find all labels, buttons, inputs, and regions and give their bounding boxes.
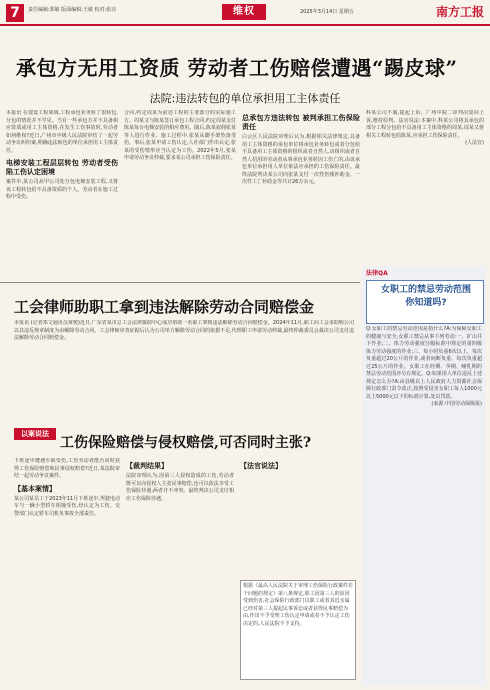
article3-legal-quote xyxy=(240,580,356,680)
article3-basic-head: 【基本案情】 xyxy=(14,484,56,493)
article1-col-1 xyxy=(6,110,118,280)
article1-body xyxy=(6,110,484,280)
article1-col-2 xyxy=(124,110,236,280)
article1-lead: 本报讯 在建设工程领域,工程承包业务转了很转包,分包的情况并不罕见。当有一些承包方并不具备相应资质或用工主体资格,在发生工伤事故时,劳动者如何维权?近日,广州市中级人民法院审结了一起劳动争议纠纷案,明确违法转包的单位承担用工主体责任。 xyxy=(6,110,118,154)
editor-credits: 责任编辑:郑敏 版面编辑:王敏 校对:张亮 xyxy=(28,7,117,13)
article2-headline: 工会律师助职工拿到违法解除劳动合同赔偿金 xyxy=(14,298,315,316)
sidebar-title: 女职工的禁忌劳动范围你知道吗? xyxy=(380,285,471,308)
article1-col-4 xyxy=(366,110,484,280)
article1-col3-text: 白云区人民法院审理后认为,根据相关法律规定,具备用工主体资格的承包单位将承包业务转包或者分包给不具备用工主体资格的组织或者自然人,该组织或者自然人招用的劳动者从事承包业务时因工伤亡的,由该承包单位承担用人单位依法应承担的工伤保险责任。最终法院判决某公司向张某支付一次性伤残补助金、一次性工亡补助金等共计26万余元。 xyxy=(242,134,360,185)
article1-headline: 承包方无用工资质 劳动者工伤赔偿遭遇“踢皮球” xyxy=(16,56,458,80)
article2-text: 本报讯 (记者郑文通讯员黄媛)近日,广东省某市总工会法律援助中心成功帮助一名职工拿到违法解除劳动合同赔偿金。2024年11月,职工向工会求助称公司以其违反规章制度为由解除劳动合同。工会律师审查证据后认为公司单方解除劳动合同的依据不足,代理职工申请劳动仲裁,最终仲裁委员会裁决公司支付违法解除劳动合同赔偿金。 xyxy=(14,320,354,341)
sidebar-body xyxy=(366,326,482,682)
article1-col2-text: 合同,约定周某为前述工程的主要部分的实际施工方。周某又与陈某签订承包工程合同,约定周某支付陈某每台电梯安装的相应费用。随后,陈某雇佣张某等人进行作业。施工过程中,张某从脚手架坠落受伤。事后,张某申请工伤认定,人社部门作出认定,张某的受伤情形应当认定为工伤。2022年5月,张某申请劳动争议仲裁,要求某公司承担工伤保险责任。 xyxy=(124,110,236,161)
article3-col-1 xyxy=(14,458,120,684)
legal-quote-text: 根据《最高人民法院关于审理工伤保险行政案件若干问题的规定》第八条规定,职工因第三人的原因受到伤害,社会保险行政部门以职工或者其近亲属已经对第三人提起民事诉讼或者获得民事赔偿为由,作出不予受理工伤认定申请或者不予认定工伤决定的,人民法院不予支持。 xyxy=(243,583,354,627)
case-tag: 以案说法 xyxy=(14,428,56,440)
article1-source: (人法宣) xyxy=(465,140,484,146)
sidebar-source: (来源:中国劳动保障报) xyxy=(431,401,482,407)
article3-basic-text: 某公司某员工于2023年11月下班途中,驾驶电动车与一辆小型轿车相撞受伤,经认定为工伤。交警部门认定轿车司机负事故全部责任。 xyxy=(14,495,120,517)
article1-subheadline: 法院:违法转包的单位承担用工主体责任 xyxy=(149,92,341,105)
article1-section-head-2: 总承包方违法转包 被判承担工伤保险责任 xyxy=(242,114,360,131)
masthead-rule xyxy=(0,24,490,26)
article3-ruling-head: 【裁判结果】 xyxy=(126,462,168,470)
article3-col-2 xyxy=(126,458,234,684)
article3-col-3 xyxy=(240,458,356,578)
article1-col1-text: 案件中,某公司从甲公司处分包电梯安装工程,又将该工程转包给不具备资质的个人。劳动者在施工过程中受伤。 xyxy=(6,179,118,200)
sidebar-text: Q:女职工的禁忌劳动范围是指什么?A:为保障女职工的健康与安全,女职工禁忌从事下列劳动:一、矿山井下作业;二、体力劳动强度分级标准中规定的第四级体力劳动强度的作业;三、每小时负重6次以上、每次负重超过20公斤的作业,或者间断负重、每次负重超过25公斤的作业。女职工在经期、孕期、哺乳期的禁忌劳动范围亦另有规定。Q:如果用人单位违反上述规定怎么办?A:由县级以上人民政府人力资源社会保障行政部门责令改正,按照受侵害女职工每人1000元以上5000元以下的标准计算,处以罚款。 xyxy=(366,326,482,400)
page-number: 7 xyxy=(6,4,24,22)
article3-intro: 下班途中遭遇车祸受伤,工伤劳动者能否同时获得工伤保险赔偿和民事侵权赔偿?近日,某法院审结一起劳动争议案件。 xyxy=(14,458,120,479)
section-tag: 维权 xyxy=(222,4,266,20)
article1-section-head-1: 电梯安装工程层层转包 劳动者受伤陷工伤认定困境 xyxy=(6,159,118,176)
newspaper-logo: 南方工报 xyxy=(435,5,484,19)
article1-col4-text: 科某公司不服,提起上诉。广州中院二审判决驳回上诉,维持原判。法官说法:本案中,科某公司将其承包的部分工程分包给不具备用工主体资格的周某,周某又将相关工程转包给陈某,应承担工伤保险责任。 xyxy=(366,110,484,139)
article3-ruling-text: 法院审理认为,因第三人侵权造成的工伤,劳动者既可以向侵权人主张民事赔偿,也可以依法享受工伤保险待遇,两者并不冲突。最终判决公司支付相应工伤保险待遇。 xyxy=(126,473,234,502)
masthead xyxy=(0,0,490,40)
article2-body xyxy=(14,320,354,420)
article3-law-head: 【法官说法】 xyxy=(240,462,282,470)
publication-date: 2025年3月14日 星期五 xyxy=(300,9,354,15)
sidebar-label: 法律QA xyxy=(366,270,388,277)
divider xyxy=(0,282,360,283)
article1-col-3 xyxy=(242,110,360,280)
article3-headline: 工伤保险赔偿与侵权赔偿,可否同时主张? xyxy=(60,435,312,451)
